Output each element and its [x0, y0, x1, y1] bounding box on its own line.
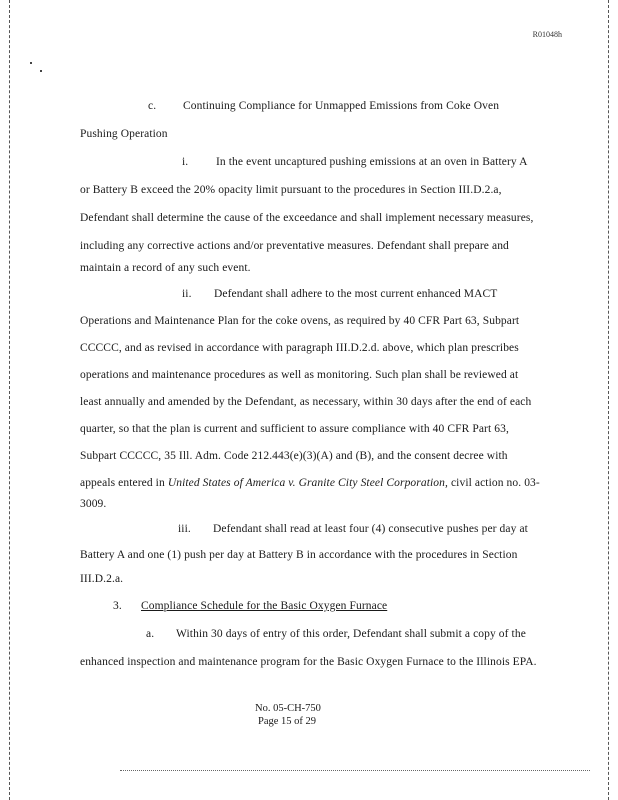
footer-page-number: Page 15 of 29 — [258, 716, 317, 727]
document-number: R01048h — [532, 30, 562, 39]
para-a-marker: a. — [146, 628, 155, 640]
para-i-line: or Battery B exceed the 20% opacity limit pursuant to the procedures in Section III.D.2.a, — [80, 184, 502, 196]
para-ii-line: Defendant shall adhere to the most current enhanced MACT — [214, 288, 498, 300]
para-iii-marker: iii. — [178, 523, 191, 535]
case-prefix: appeals entered in — [80, 477, 165, 489]
para-iii-line: III.D.2.a. — [80, 573, 124, 585]
para-ii-marker: ii. — [182, 288, 192, 300]
para-ii-line: 3009. — [80, 498, 107, 510]
para-iii-line: Defendant shall read at least four (4) consecutive pushes per day at — [213, 523, 528, 535]
scan-speck — [30, 62, 32, 64]
scan-edge-bottom — [120, 770, 590, 771]
scan-edge-right — [608, 0, 609, 800]
para-ii-line: operations and maintenance procedures as well as monitoring. Such plan shall be reviewed at — [80, 369, 519, 381]
para-ii-case-line — [80, 476, 540, 490]
heading-3-marker: 3. — [113, 600, 122, 612]
heading-3-text: Compliance Schedule for the Basic Oxygen Furnace — [141, 600, 388, 612]
footer-case-number: No. 05-CH-750 — [255, 703, 321, 714]
para-i-line: maintain a record of any such event. — [80, 262, 251, 274]
heading-c-marker: c. — [148, 100, 157, 112]
para-ii-line: CCCCC, and as revised in accordance with paragraph III.D.2.d. above, which plan prescribes — [80, 342, 519, 354]
scan-speck — [40, 70, 42, 72]
para-iii-line: Battery A and one (1) push per day at Battery B in accordance with the procedures in Section — [80, 549, 518, 561]
para-a-line: enhanced inspection and maintenance program for the Basic Oxygen Furnace to the Illinois EPA. — [80, 656, 537, 668]
para-i-line: In the event uncaptured pushing emissions at an oven in Battery A — [216, 156, 528, 168]
heading-c-text: Continuing Compliance for Unmapped Emissions from Coke Oven — [183, 100, 500, 112]
heading-c-continued: Pushing Operation — [80, 128, 168, 140]
case-name: United States of America v. Granite City Steel Corporation, — [167, 477, 448, 489]
para-ii-line: Operations and Maintenance Plan for the coke ovens, as required by 40 CFR Part 63, Subpart — [80, 315, 520, 327]
case-suffix: civil action no. 03- — [450, 477, 540, 489]
para-i-line: including any corrective actions and/or preventative measures. Defendant shall prepare and — [80, 240, 509, 252]
para-i-marker: i. — [182, 156, 189, 168]
para-i-line: Defendant shall determine the cause of the exceedance and shall implement necessary measures, — [80, 212, 534, 224]
para-a-line: Within 30 days of entry of this order, Defendant shall submit a copy of the — [176, 628, 526, 640]
para-ii-line: least annually and amended by the Defendant, as necessary, within 30 days after the end of each — [80, 396, 532, 408]
para-ii-line: quarter, so that the plan is current and sufficient to assure compliance with 40 CFR Part 63, — [80, 423, 509, 435]
para-ii-line: Subpart CCCCC, 35 Ill. Adm. Code 212.443(e)(3)(A) and (B), and the consent decree with — [80, 450, 508, 462]
scan-edge-left — [9, 0, 10, 800]
